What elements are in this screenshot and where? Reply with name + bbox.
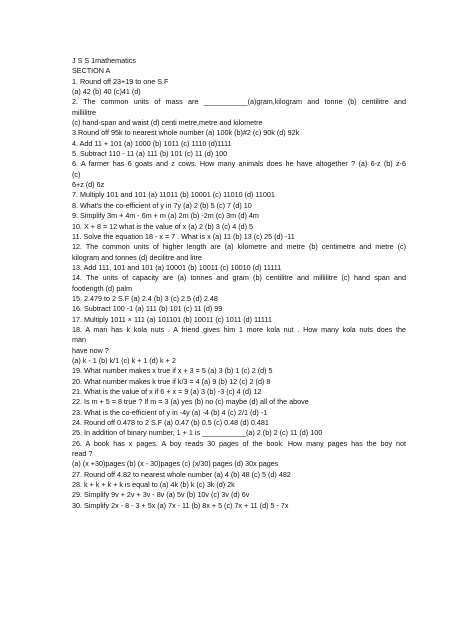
document-line: 22. Is m + 5 = 8 true ? If m = 3 (a) yes (b) no (c) maybe (d) all of the above bbox=[72, 397, 309, 407]
document-line: 4. Add 11 + 101 (a) 1000 (b) 1011 (c) 1110 (d)1111 bbox=[72, 138, 232, 148]
document-line: 1. Round off 23+19 to one S.F bbox=[72, 76, 169, 86]
document-line: 6. A farmer has 6 goats and z cows. How many animals does he have altogether ? (a) 6-z (b) z-6 bbox=[72, 159, 406, 169]
document-line: 12. The common units of higher length are (a) kilometre and metre (b) centimetre and metre (c) bbox=[72, 242, 406, 252]
document-line: millilitre bbox=[72, 107, 96, 117]
document-line: (a) (x +30)pages (b) (x - 30)pages (c) (x/30) pages (d) 30x pages bbox=[72, 459, 279, 469]
document-line: 14. The units of capacity are (a) tonnes and gram (b) centilitre and millilitre (c) hand span and bbox=[72, 273, 406, 283]
document-line: kilogram and tonnes (d) decilitre and litre bbox=[72, 252, 202, 262]
document-page bbox=[72, 56, 406, 511]
document-line: 18. A man has k kola nuts . A friend gives him 1 more kola nut . How many kola nuts does the bbox=[72, 324, 406, 334]
document-line: 23. What is the co-efficient of y in -4y (a) -4 (b) 4 (c) 2/1 (d) -1 bbox=[72, 407, 268, 417]
document-line: 7. Multiply 101 and 101 (a) 11011 (b) 10001 (c) 11010 (d) 11001 bbox=[72, 190, 275, 200]
document-line: (c) hand-span and waist (d) centi metre,metre and kilometre bbox=[72, 118, 263, 128]
document-line: 17. Multiply 1011 × 111 (a) 101101 (b) 10011 (c) 1011 (d) 11111 bbox=[72, 314, 272, 324]
document-line: man bbox=[72, 335, 86, 345]
document-line: 11. Solve the equation 18 - x = 7 . What is x (a) 11 (b) 13 (c) 25 (d) -11 bbox=[72, 231, 295, 241]
document-line: (a) 42 (b) 40 (c)41 (d) bbox=[72, 87, 141, 97]
document-line: 16. Subtract 100 -1 (a) 111 (b) 101 (c) 11 (d) 99 bbox=[72, 304, 223, 314]
document-line: 2. The common units of mass are ___________(a)gram,kilogram and tonne (b) centilitre and bbox=[72, 97, 406, 107]
document-line: 19. What number makes x true if x + 3 = 5 (a) 3 (b) 1 (c) 2 (d) 5 bbox=[72, 366, 273, 376]
document-line: 15. 2.479 to 2 S.F (a) 2.4 (b) 3 (c) 2.5 (d) 2.48 bbox=[72, 293, 218, 303]
document-line: 28. k + k + k + k is equal to (a) 4k (b) k (c) 3k (d) 2k bbox=[72, 480, 235, 490]
document-line: 20. What number makes k true if k/3 = 4 (a) 9 (b) 12 (c) 2 (d) 8 bbox=[72, 376, 271, 386]
section-heading: SECTION A bbox=[72, 66, 111, 76]
document-line: 13. Add 111, 101 and 101 (a) 10001 (b) 10011 (c) 10010 (d) 11111 bbox=[72, 262, 282, 272]
document-line: 27. Round off 4.82 to nearest whole number (a) 4 (b) 48 (c) 5 (d) 482 bbox=[72, 469, 291, 479]
document-line: 8. What's the co-efficient of y in 7y (a) 2 (b) 5 (c) 7 (d) 10 bbox=[72, 200, 252, 210]
document-line: 9. Simplify 3m + 4m - 6m + m (a) 2m (b) -2m (c) 3m (d) 4m bbox=[72, 211, 259, 221]
document-line: 25. In addition of binary number, 1 + 1 is ___________(a) 2 (b) 2 (c) 11 (d) 100 bbox=[72, 428, 323, 438]
document-line: read ? bbox=[72, 449, 93, 459]
document-line: footlength (d) palm bbox=[72, 283, 132, 293]
document-line: 6+z (d) 6z bbox=[72, 180, 105, 190]
document-line: 21. What is the value of x if 6 + x = 9 (a) 3 (b) -3 (c) 4 (d) 12 bbox=[72, 387, 262, 396]
document-line: 24. Round off 0.478 to 2 S.F (a) 0.47 (b) 0.5 (c) 0.48 (d) 0.481 bbox=[72, 418, 269, 428]
document-line: 29. Simplify 9v + 2v + 3v - 8v (a) 5v (b) 10v (c) 3v (d) 6v bbox=[72, 490, 250, 500]
document-line: 26. A book has x pages. A boy reads 30 pages of the book. How many pages has the boy not bbox=[72, 438, 406, 448]
document-line: 30. Simplify 2x - 8 - 3 + 5x (a) 7x - 11 (b) 8x + 5 (c) 7x + 11 (d) 5 - 7x bbox=[72, 500, 289, 510]
document-line: (a) k - 1 (b) k/1 (c) k + 1 (d) k + 2 bbox=[72, 355, 176, 365]
document-line: 10. X + 8 = 12 what is the value of x (a) 2 (b) 3 (c) 4 (d) 5 bbox=[72, 221, 253, 231]
document-line: (c) bbox=[72, 169, 81, 179]
document-line: 5. Subtract 110 - 11 (a) 111 (b) 101 (c) 11 (d) 100 bbox=[72, 149, 228, 159]
document-line: have now ? bbox=[72, 345, 109, 355]
document-line: 3.Round off 95k to nearest whole number (a) 100k (b)#2 (c) 90k (d) 92k bbox=[72, 128, 300, 138]
document-title: J S S 1mathematics bbox=[72, 56, 136, 65]
question-list bbox=[72, 77, 406, 511]
